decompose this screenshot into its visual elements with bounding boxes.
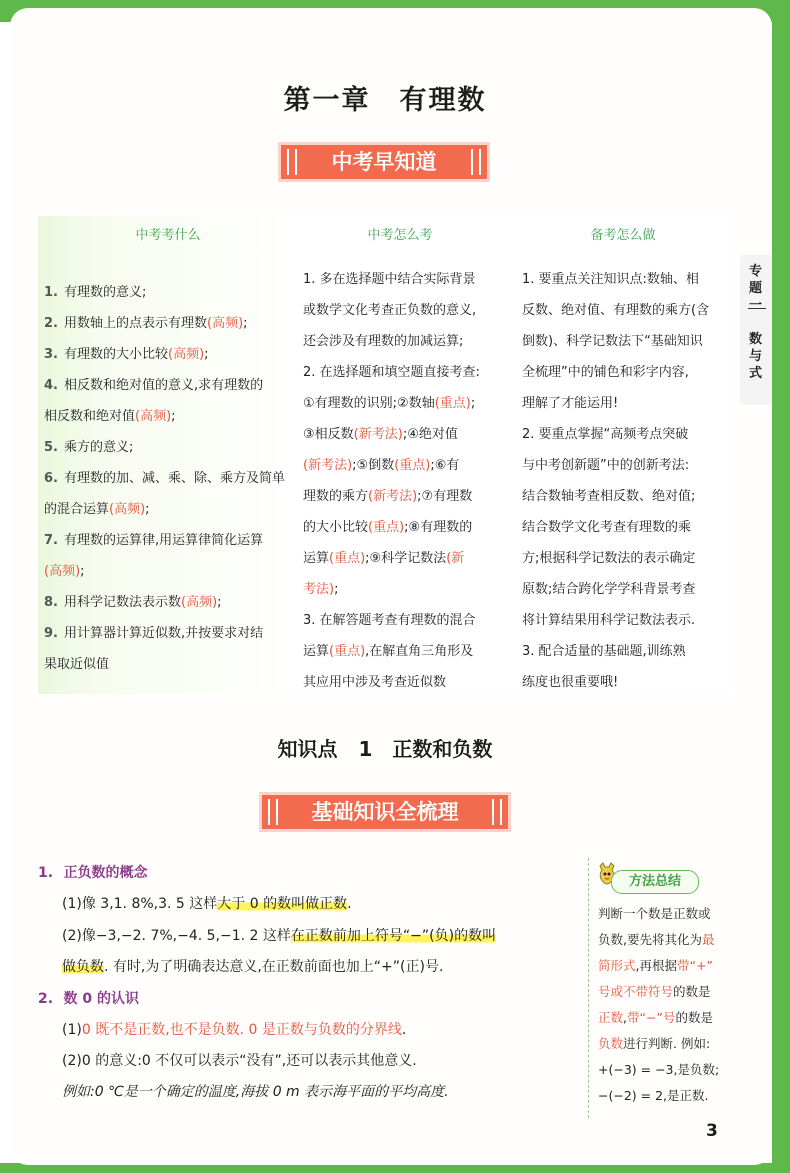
item-number: 4. <box>44 378 58 393</box>
item-text: 将计算结果用科学记数法表示. <box>522 613 696 628</box>
emphasis-text: 最 <box>701 932 715 947</box>
item-text: 反数、绝对值、有理数的乘方(含 <box>522 303 710 318</box>
section-number: 1. <box>38 865 54 881</box>
list-item <box>522 295 738 326</box>
text: . 有时,为了明确表达意义,在正数前面也加上“+”(正)号. <box>104 959 444 975</box>
item-text: ; <box>171 409 176 424</box>
list-item <box>303 295 517 326</box>
item-tag: (重点) <box>394 458 431 473</box>
text: 的数是 <box>673 984 711 999</box>
item-tag: (高频) <box>181 595 218 610</box>
list-item <box>44 463 300 494</box>
emphasis-text: 带“−”号 <box>627 1010 676 1025</box>
item-tag: (高频) <box>207 316 244 331</box>
banner-basic-knowledge: 基础知识全梳理 <box>262 795 508 829</box>
item-text: 方;根据科学记数法的表示确定 <box>522 551 696 566</box>
page-number: 3 <box>706 1121 718 1141</box>
item-text: ; <box>470 396 476 411</box>
column-head-prepare: 备考怎么做 <box>590 228 656 243</box>
side-tab-subject: 数与式 <box>749 332 763 381</box>
item-text: ③相反数 <box>303 427 354 442</box>
item-tag: (新考法) <box>368 489 418 504</box>
list-item <box>303 512 517 543</box>
item-text: 果取近似值 <box>44 657 110 672</box>
list-item <box>44 556 300 587</box>
list-item <box>44 525 300 556</box>
list-item <box>303 450 517 481</box>
section-1-line-2 <box>62 925 496 945</box>
emphasis-text: 0 既不是正数,也不是负数. 0 是正数与负数的分界线 <box>81 1022 402 1038</box>
item-text: 其应用中涉及考查近似数 <box>303 675 447 690</box>
item-text: 理解了才能运用! <box>522 396 619 411</box>
list-item <box>303 388 517 419</box>
list-item <box>522 357 738 388</box>
method-summary-title: 方法总结 <box>611 870 699 894</box>
list-item <box>522 326 738 357</box>
text: . <box>401 1022 407 1038</box>
emphasis-text: 号或不带符号 <box>598 984 674 999</box>
item-text: 有理数的运算律,用运算律简化运算 <box>63 533 264 548</box>
item-text: 1. 多在选择题中结合实际背景 <box>303 272 476 287</box>
list-item <box>303 543 517 574</box>
highlight-text: 在正数前加上符号“−”(负)的数叫 <box>290 928 497 944</box>
item-text: ,在解直角三角形及 <box>365 644 474 659</box>
list-item <box>303 574 517 605</box>
item-text: 2. 在选择题和填空题直接考查: <box>303 365 480 380</box>
item-text: 练度也很重要哦! <box>522 675 619 690</box>
item-text: 倒数)、科学记数法下“基础知识 <box>522 334 703 349</box>
right-border <box>772 0 790 1173</box>
item-text: ①有理数的识别;②数轴 <box>303 396 435 411</box>
item-text: 全梳理”中的铺色和彩字内容, <box>522 365 689 380</box>
text: 的数是 <box>675 1010 713 1025</box>
item-number: 7. <box>44 533 58 548</box>
side-tab <box>740 255 772 405</box>
item-text: ; <box>217 595 222 610</box>
item-text: ;⑤倒数 <box>352 458 395 473</box>
list-item <box>44 618 300 649</box>
list-item <box>44 339 300 370</box>
list-item <box>522 512 738 543</box>
text: , <box>623 1010 627 1025</box>
method-summary-text <box>598 901 738 1109</box>
item-text: 用数轴上的点表示有理数 <box>63 316 207 331</box>
list-item <box>522 574 738 605</box>
side-tab-divider <box>748 308 766 309</box>
list-item <box>522 543 738 574</box>
item-text: 乘方的意义; <box>63 440 134 455</box>
chapter-title: 第一章 有理数 <box>283 85 487 116</box>
item-tag: (高频) <box>109 502 146 517</box>
item-text: 还会涉及有理数的加减运算; <box>303 334 464 349</box>
item-text: 3. 在解答题考查有理数的混合 <box>303 613 476 628</box>
item-number: 9. <box>44 626 58 641</box>
list-item <box>303 481 517 512</box>
item-text: 结合数轴考查相反数、绝对值; <box>522 489 696 504</box>
item-text: 相反数和绝对值的意义,求有理数的 <box>63 378 264 393</box>
list-item <box>44 308 300 339</box>
emphasis-text: 带“+” <box>677 958 713 973</box>
text: +(−3) = −3,是负数; <box>598 1062 720 1077</box>
item-text: ;⑦有理数 <box>417 489 473 504</box>
section-2-line-1 <box>62 1019 406 1039</box>
list-item <box>44 494 300 525</box>
text: 负数,要先将其化为 <box>598 932 702 947</box>
list-item <box>44 277 300 308</box>
section-title: 数 0 的认识 <box>63 991 140 1007</box>
list-item <box>522 636 738 667</box>
highlight-text: 大于 0 的数叫做正数 <box>217 896 348 912</box>
highlight-text: 做负数 <box>62 959 104 975</box>
list-item <box>44 370 300 401</box>
list-item <box>522 264 738 295</box>
item-number: 6. <box>44 471 58 486</box>
item-text: 有理数的大小比较 <box>63 347 168 362</box>
item-text: 3. 配合适量的基础题,训练熟 <box>522 644 686 659</box>
knowledge-point-title: 知识点 1 正数和负数 <box>277 737 493 761</box>
item-text: 相反数和绝对值 <box>44 409 136 424</box>
section-title: 正负数的概念 <box>63 865 148 881</box>
item-text: 运算 <box>303 644 330 659</box>
item-text: 结合数学文化考查有理数的乘 <box>522 520 692 535</box>
side-tab-topic: 专题一 <box>749 264 763 313</box>
banner-exam-preview: 中考早知道 <box>281 145 487 179</box>
text: 进行判断. 例如: <box>623 1036 711 1051</box>
item-tag: (新考法) <box>303 458 353 473</box>
item-text: 用科学记数法表示数 <box>63 595 181 610</box>
column-head-what: 中考考什么 <box>135 228 201 243</box>
list-item <box>303 667 517 698</box>
list-item <box>44 649 300 680</box>
item-text: 的大小比较 <box>303 520 369 535</box>
item-text: ;④绝对值 <box>402 427 458 442</box>
section-number: 2. <box>38 991 54 1007</box>
column-prepare-list <box>522 264 738 698</box>
column-what-list <box>44 277 300 680</box>
list-item <box>522 605 738 636</box>
item-text: ;⑧有理数的 <box>404 520 473 535</box>
item-text: ; <box>145 502 150 517</box>
item-tag: (重点) <box>329 644 366 659</box>
column-how-list <box>303 264 517 698</box>
item-tag: 考法) <box>303 582 335 597</box>
item-tag: (重点) <box>434 396 471 411</box>
emphasis-text: 简形式 <box>598 958 636 973</box>
text: −(−2) = 2,是正数. <box>598 1088 709 1103</box>
list-item <box>303 419 517 450</box>
text: (1)像 3,1. 8%,3. 5 这样 <box>62 896 218 912</box>
text: 判断一个数是正数或 <box>598 906 711 921</box>
list-item <box>303 326 517 357</box>
section-1-line-1 <box>62 893 352 913</box>
list-item <box>522 388 738 419</box>
item-text: 运算 <box>303 551 330 566</box>
text: (1) <box>62 1022 82 1038</box>
item-text: 2. 要重点掌握“高频考点突破 <box>522 427 689 442</box>
item-number: 1. <box>44 285 58 300</box>
item-text: 有理数的意义; <box>63 285 147 300</box>
text: . <box>347 896 352 912</box>
list-item <box>303 636 517 667</box>
item-text: 原数;结合跨化学学科背景考查 <box>522 582 696 597</box>
list-item <box>44 401 300 432</box>
item-text: 1. 要重点关注知识点:数轴、相 <box>522 272 699 287</box>
list-item <box>522 450 738 481</box>
item-text: 或数学文化考查正负数的意义, <box>303 303 477 318</box>
item-number: 8. <box>44 595 58 610</box>
item-tag: (新考法) <box>353 427 403 442</box>
item-tag: (重点) <box>368 520 405 535</box>
section-1-heading <box>38 862 148 882</box>
item-tag: (高频) <box>44 564 81 579</box>
section-2-heading <box>38 988 139 1008</box>
item-number: 2. <box>44 316 58 331</box>
text: (2)像−3,−2. 7%,−4. 5,−1. 2 这样 <box>62 928 291 944</box>
item-number: 5. <box>44 440 58 455</box>
item-text: ;⑨科学记数法 <box>365 551 447 566</box>
section-1-line-3 <box>62 956 443 976</box>
item-tag: (高频) <box>168 347 205 362</box>
item-number: 3. <box>44 347 58 362</box>
item-text: ;⑥有 <box>430 458 460 473</box>
item-text: ; <box>80 564 85 579</box>
item-tag: (新 <box>446 551 465 566</box>
list-item <box>522 481 738 512</box>
list-item <box>44 587 300 618</box>
emphasis-text: 负数 <box>598 1036 624 1051</box>
list-item <box>303 357 517 388</box>
item-text: ; <box>243 316 248 331</box>
section-2-line-2: (2)0 的意义:0 不仅可以表示“没有”,还可以表示其他意义. <box>62 1053 417 1069</box>
item-tag: (重点) <box>329 551 366 566</box>
list-item <box>522 419 738 450</box>
section-2-line-3: 例如:0 ℃是一个确定的温度,海拔 0 m 表示海平面的平均高度. <box>62 1084 449 1100</box>
item-text: ; <box>334 582 339 597</box>
item-text: 的混合运算 <box>44 502 110 517</box>
list-item <box>303 264 517 295</box>
item-text: 有理数的加、减、乘、除、乘方及简单 <box>63 471 285 486</box>
text: ,再根据 <box>635 958 677 973</box>
list-item <box>303 605 517 636</box>
item-text: ; <box>204 347 209 362</box>
list-item <box>522 667 738 698</box>
item-text: 理数的乘方 <box>303 489 369 504</box>
item-text: 用计算器计算近似数,并按要求对结 <box>63 626 264 641</box>
column-head-how: 中考怎么考 <box>367 228 433 243</box>
item-tag: (高频) <box>135 409 172 424</box>
item-text: 与中考创新题”中的创新考法: <box>522 458 690 473</box>
list-item <box>44 432 300 463</box>
emphasis-text: 正数 <box>598 1010 624 1025</box>
